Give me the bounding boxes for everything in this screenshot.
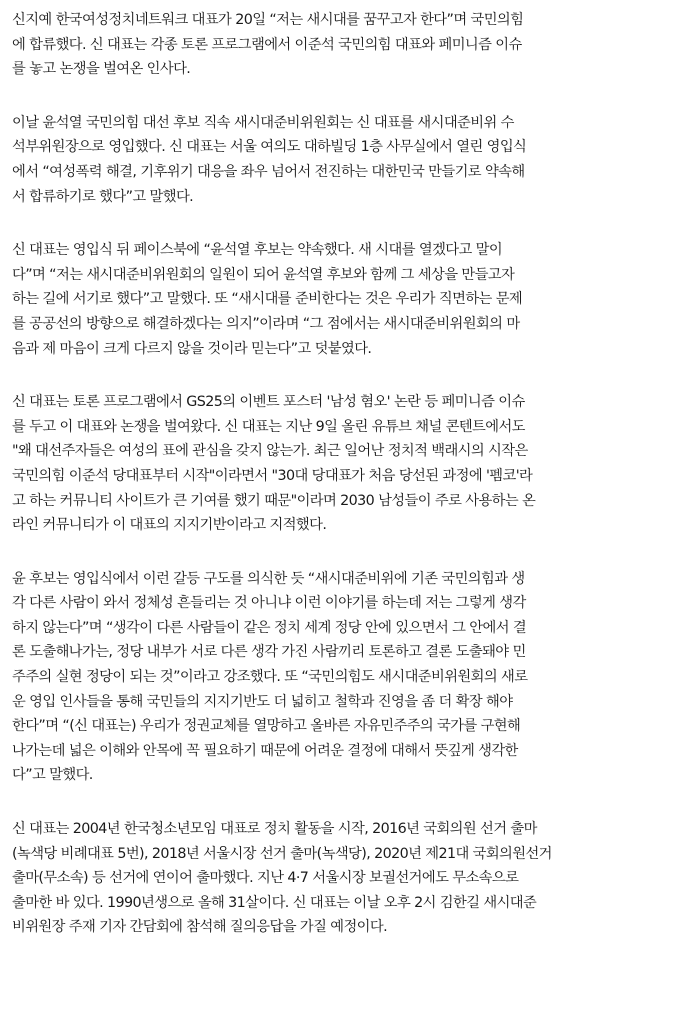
text-line: 석부위원장으로 영입했다. 신 대표는 서울 여의도 대하빌딩 1층 사무실에서 열린 영입식 bbox=[12, 139, 527, 156]
text-line: "왜 대선주자들은 여성의 표에 관심을 갖지 않는가. 최근 일어난 정치적 백래시의 시작은 bbox=[12, 443, 528, 460]
text-line: (녹색당 비례대표 5번), 2018년 서울시장 선거 출마(녹색당), 2020년 제21대 국회의원선거 bbox=[12, 845, 552, 862]
text-line: 서 합류하기로 했다”고 말했다. bbox=[12, 188, 194, 205]
text-line: 출마(무소속) 등 선거에 연이어 출마했다. 지난 4·7 서울시장 보궐선거에도 무소속으로 bbox=[12, 870, 519, 887]
text-line: 고 하는 커뮤니티 사이트가 큰 기여를 했기 때문"이라며 2030 남성들이 주로 사용하는 온 bbox=[12, 492, 536, 509]
paragraph bbox=[12, 8, 662, 82]
text-line: 신 대표는 영입식 뒤 페이스북에 “윤석열 후보는 약속했다. 새 시대를 열겠다고 말이 bbox=[12, 242, 503, 259]
text-line: 비위원장 주재 기자 간담회에 참석해 질의응답을 가질 예정이다. bbox=[12, 919, 388, 936]
text-line: 론 도출해나가는, 정당 내부가 서로 다른 생각 가진 사람끼리 토론하고 결론 도출돼야 민 bbox=[12, 644, 526, 661]
text-line: 를 공공선의 방향으로 해결하겠다는 의지”이라며 “그 점에서는 새시대준비위원회의 마 bbox=[12, 315, 520, 332]
text-line: 운 영입 인사들을 통해 국민들의 지지기반도 더 넓히고 철학과 진영을 좀 더 확장 해야 bbox=[12, 693, 513, 710]
paragraph bbox=[12, 390, 662, 538]
text-line: 출마한 바 있다. 1990년생으로 올해 31살이다. 신 대표는 이날 오후 2시 김한길 새시대준 bbox=[12, 894, 537, 911]
text-line: 신지예 한국여성정치네트워크 대표가 20일 “저는 새시대를 꿈꾸고자 한다”며 국민의힘 bbox=[12, 12, 524, 28]
text-line: 하는 길에 서기로 했다”고 말했다. 또 “새시대를 준비한다는 것은 우리가 직면하는 문제 bbox=[12, 291, 523, 308]
paragraph bbox=[12, 238, 662, 361]
text-line: 에 합류했다. 신 대표는 각종 토론 프로그램에서 이준석 국민의힘 대표와 페미니즘 이슈 bbox=[12, 36, 522, 53]
paragraph bbox=[12, 111, 662, 209]
text-line: 나가는데 넓은 이해와 안목에 꼭 필요하기 때문에 어려운 결정에 대해서 뜻깊게 생각한 bbox=[12, 742, 518, 759]
text-line: 에서 “여성폭력 해결, 기후위기 대응을 좌우 넘어서 전진하는 대한민국 만들기로 약속해 bbox=[12, 163, 525, 180]
text-line: 이날 윤석열 국민의힘 대선 후보 직속 새시대준비위원회는 신 대표를 새시대준비위 수 bbox=[12, 114, 514, 131]
text-line: 다”고 말했다. bbox=[12, 767, 93, 784]
text-line: 각 다른 사람이 와서 정체성 흔들리는 것 아니냐 이런 이야기를 하는데 저는 그렇게 생각 bbox=[12, 595, 526, 612]
text-line: 주주의 실현 정당이 되는 것”이라고 강조했다. 또 “국민의힘도 새시대준비위원회의 새로 bbox=[12, 669, 528, 686]
text-line: 하지 않는다”며 “생각이 다른 사람들이 같은 정치 세계 정당 안에 있으면서 그 안에서 결 bbox=[12, 619, 527, 636]
text-line: 를 두고 이 대표와 논쟁을 벌여왔다. 신 대표는 지난 9일 올린 유튜브 채널 콘텐트에서도 bbox=[12, 418, 525, 435]
paragraph bbox=[12, 567, 662, 788]
text-line: 신 대표는 2004년 한국청소년모임 대표로 정치 활동을 시작, 2016년 국회의원 선거 출마 bbox=[12, 821, 537, 838]
text-line: 음과 제 마음이 크게 다르지 않을 것이라 믿는다”고 덧붙였다. bbox=[12, 340, 372, 357]
text-line: 라인 커뮤니티가 이 대표의 지지기반이라고 지적했다. bbox=[12, 517, 327, 534]
article-body bbox=[12, 8, 662, 969]
paragraph bbox=[12, 817, 662, 940]
text-line: 다”며 “저는 새시대준비위원회의 일원이 되어 윤석열 후보와 함께 그 세상을 만들고자 bbox=[12, 266, 515, 283]
text-line: 를 놓고 논쟁을 벌여온 인사다. bbox=[12, 61, 191, 78]
text-line: 윤 후보는 영입식에서 이런 갈등 구도를 의식한 듯 “새시대준비위에 기존 국민의힘과 생 bbox=[12, 570, 525, 587]
text-line: 한다”며 “(신 대표는) 우리가 정권교체를 열망하고 올바른 자유민주주의 국가를 구현해 bbox=[12, 718, 521, 735]
text-line: 신 대표는 토론 프로그램에서 GS25의 이벤트 포스터 '남성 혐오' 논란 등 페미니즘 이슈 bbox=[12, 394, 525, 411]
text-line: 국민의힘 이준석 당대표부터 시작"이라면서 "30대 당대표가 처음 당선된 과정에 '펨코'라 bbox=[12, 467, 533, 484]
